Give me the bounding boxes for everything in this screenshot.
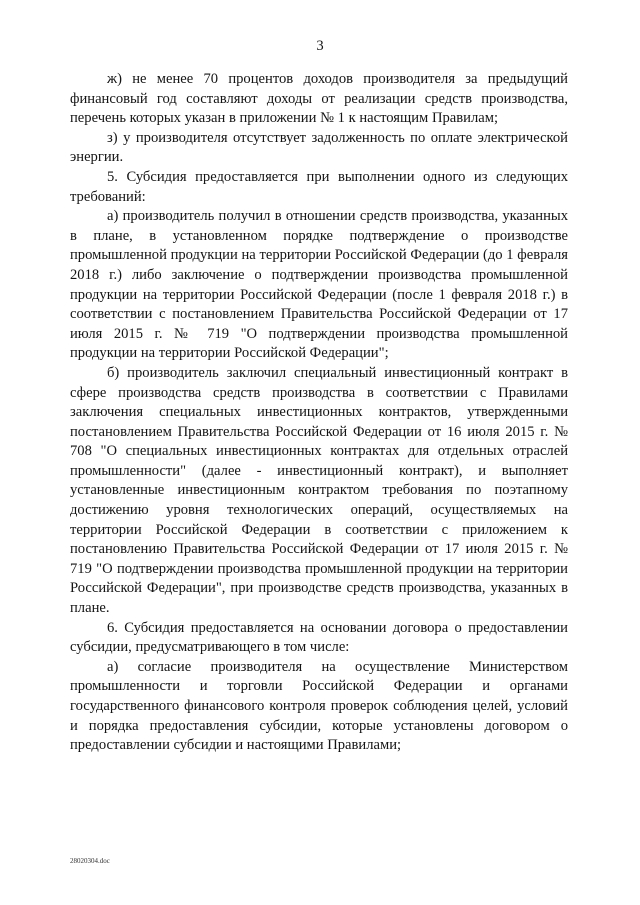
paragraph-zh: ж) не менее 70 процентов доходов производителя за предыдущий финансовый год составляют доходы от реализации средств производства, перечень которых указан в приложении № 1 к настоящим Правилам; xyxy=(70,71,568,127)
page-number: 3 xyxy=(316,38,324,54)
paragraph-5a: а) производитель получил в отношении средств производства, указанных в плане, в установленном порядке подтверждение о производстве промышленной продукции на территории Российской Федерации (до 1 февраля 2018 г.) либо заключение о подтверждении производства промышленной продукции на территории Российской Федерации (после 1 февраля 2018 г.) в соответствии с постановлением Правительства Российской Федерации от 17 июля 2015 г. № 719 "О подтверждении производства промышленной продукции на территории Российской Федерации"; xyxy=(70,208,568,362)
file-code: 28020304.doc xyxy=(70,857,110,865)
paragraph-6a: а) согласие производителя на осуществление Министерством промышленности и торговли Российской Федерации и органами государственного финансового контроля проверок соблюдения целей, условий и порядка предоставления субсидии, которые установлены договором о предоставлении субсидии и настоящими Правилами; xyxy=(70,658,568,754)
paragraph-5: 5. Субсидия предоставляется при выполнении одного из следующих требований: xyxy=(70,168,568,205)
paragraph-6: 6. Субсидия предоставляется на основании договора о предоставлении субсидии, предусматривающего в том числе: xyxy=(70,619,568,656)
paragraph-5b: б) производитель заключил специальный инвестиционный контракт в сфере производства средств производства в соответствии с Правилами заключения специальных инвестиционных контрактов, утвержденными постановлением Правительства Российской Федерации от 16 июля 2015 г. № 708 "О специальных инвестиционных контрактах для отдельных отраслей промышленности" (далее - инвестиционный контракт), и выполняет установленные инвестиционным контрактом требования по поэтапному достижению уровня технологических операций, осуществляемых на территории Российской Федерации в соответствии с приложением к постановлению Правительства Российской Федерации от 17 июля 2015 г. № 719 "О подтверждении производства промышленной продукции на территории Российской Федерации", при производстве средств производства, указанных в плане. xyxy=(70,364,568,617)
paragraph-z: з) у производителя отсутствует задолженность по оплате электрической энергии. xyxy=(70,129,568,166)
document-body xyxy=(70,70,568,756)
